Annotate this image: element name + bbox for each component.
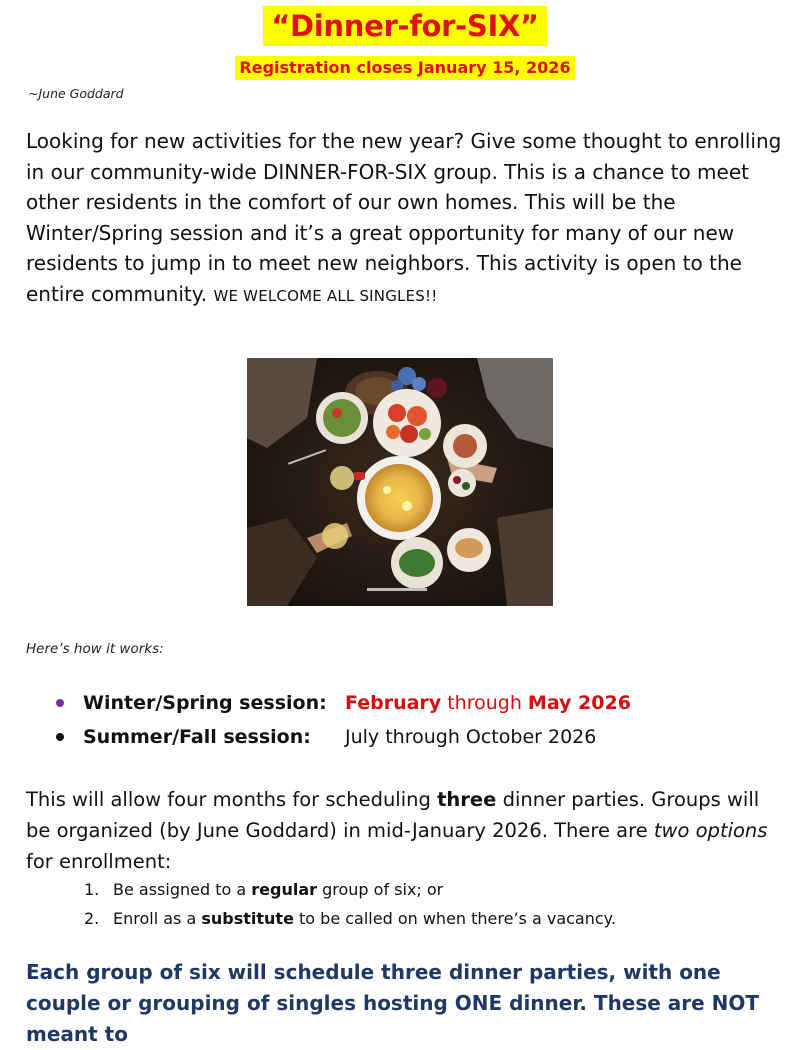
- dinner-photo-graphic: [247, 358, 553, 606]
- option-pre: Enroll as a: [113, 909, 202, 928]
- intro-paragraph: [26, 126, 786, 311]
- list-item-option-1: [84, 875, 784, 904]
- schedule-two-options: two options: [653, 819, 768, 842]
- option-bold: regular: [251, 880, 318, 899]
- welcome-singles: WE WELCOME ALL SINGLES!!: [213, 286, 438, 305]
- registration-deadline: Registration closes January 15, 2026: [235, 56, 574, 80]
- list-item-winter-spring: [56, 686, 776, 720]
- session-dates: [345, 686, 631, 720]
- option-text: [113, 875, 443, 904]
- page-title: “Dinner-for-SIX”: [263, 6, 547, 46]
- option-text: [113, 904, 616, 933]
- enrollment-options: [84, 875, 784, 933]
- option-number: 2.: [84, 909, 100, 928]
- session-start: February: [345, 692, 442, 714]
- author-byline: ~June Goddard: [28, 86, 124, 101]
- option-post: to be called on when there’s a vacancy.: [293, 909, 616, 928]
- sessions-list: [56, 686, 776, 754]
- bullet-icon: [56, 733, 64, 741]
- closing-paragraph: Each group of six will schedule three dinner parties, with one couple or grouping of singles hosting ONE dinner. These are NOT meant to: [26, 960, 760, 1046]
- schedule-three: three: [437, 788, 497, 811]
- session-label: Winter/Spring session:: [83, 692, 327, 714]
- list-item-option-2: [84, 904, 784, 933]
- schedule-paragraph: [26, 784, 786, 877]
- session-dates: July through October 2026: [345, 726, 597, 748]
- session-through: through: [441, 692, 528, 714]
- bullet-icon: [56, 699, 64, 707]
- how-it-works-label: Here’s how it works:: [26, 641, 164, 657]
- session-end: May 2026: [527, 692, 631, 714]
- schedule-text-2: dinner parties. Groups will be organized (by June Goddard) in mid-January 2026. There are: [26, 788, 760, 842]
- intro-text: Looking for new activities for the new year? Give some thought to enrolling in our community-wide DINNER-FOR-SIX group. This is a chance to meet other residents in the comfort of our own homes. This will be the Winter/Spring session and it’s a great opportunity for many of our new residents to jump in to meet new neighbors. This activity is open to the entire community.: [26, 129, 782, 306]
- option-post: group of six; or: [317, 880, 444, 899]
- schedule-text-1: This will allow four months for scheduling: [26, 788, 438, 811]
- session-label: Summer/Fall session:: [83, 726, 311, 748]
- option-bold: substitute: [201, 909, 294, 928]
- option-number: 1.: [84, 880, 100, 899]
- schedule-text-3: for enrollment:: [26, 850, 172, 873]
- option-pre: Be assigned to a: [113, 880, 252, 899]
- subtitle-wrap: [0, 56, 810, 80]
- title-wrap: [0, 6, 810, 46]
- list-item-summer-fall: [56, 720, 776, 754]
- dinner-table-photo: [247, 358, 553, 606]
